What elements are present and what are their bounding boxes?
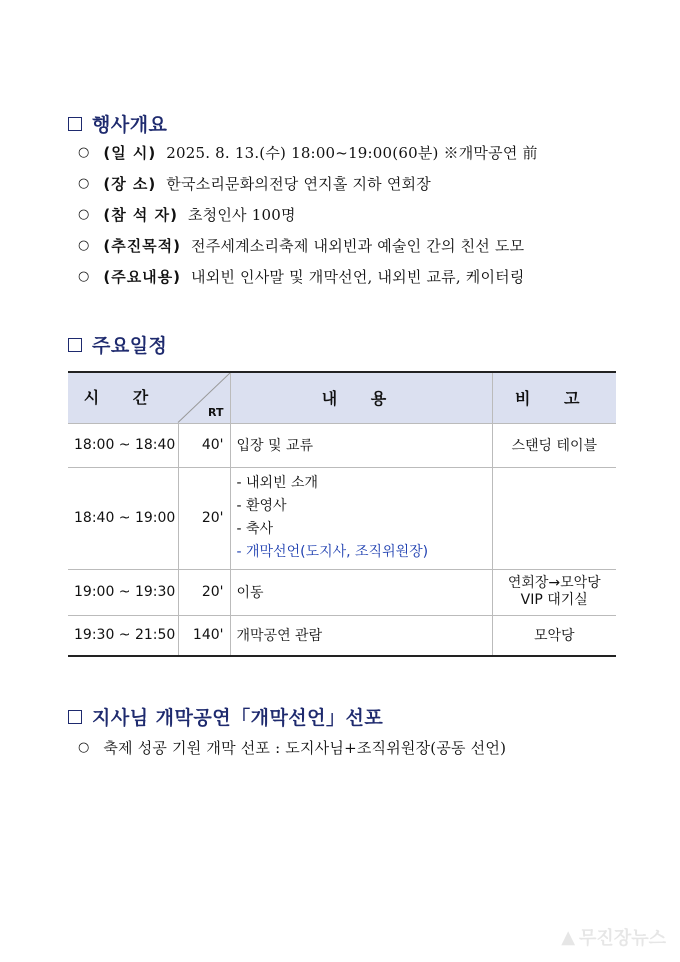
overview-title: 행사개요	[92, 114, 168, 136]
table-row	[68, 615, 616, 656]
overview-item-purpose	[78, 235, 524, 256]
watermark-logo	[561, 924, 666, 950]
row-time: 18:00 ~ 18:40	[68, 423, 178, 467]
row-note: 스탠딩 테이블	[492, 423, 616, 467]
item-label: (일 시)	[103, 144, 157, 162]
checkbox-square-icon	[68, 710, 82, 724]
overview-item-content	[78, 266, 525, 287]
watermark-text: 무진장뉴스	[579, 928, 666, 949]
row-time: 18:40 ~ 19:00	[68, 467, 178, 569]
circle-bullet-icon: ○	[78, 740, 90, 755]
row-rt: 20'	[178, 467, 230, 569]
content-line-highlight: - 개막선언(도지사, 조직위원장)	[236, 544, 429, 560]
row-time: 19:30 ~ 21:50	[68, 615, 178, 656]
table-row	[68, 467, 616, 569]
checkbox-square-icon	[68, 117, 82, 131]
row-time: 19:00 ~ 19:30	[68, 569, 178, 615]
overview-item-place	[78, 173, 431, 194]
section-title-proclamation	[68, 703, 383, 730]
circle-bullet-icon: ○	[78, 238, 90, 253]
proclamation-text: 축제 성공 기원 개막 선포 : 도지사님+조직위원장(공동 선언)	[103, 739, 507, 757]
row-rt: 20'	[178, 569, 230, 615]
row-rt: 140'	[178, 615, 230, 656]
item-value: 내외빈 인사말 및 개막선언, 내외빈 교류, 케이터링	[191, 268, 525, 286]
section-title-schedule	[68, 331, 167, 358]
overview-item-date	[78, 142, 538, 163]
row-content: 개막공연 관람	[230, 615, 492, 656]
item-value: 한국소리문화의전당 연지홀 지하 연회장	[166, 175, 431, 193]
schedule-table	[68, 371, 616, 657]
item-label: (장 소)	[103, 175, 157, 193]
schedule-title: 주요일정	[92, 335, 168, 357]
row-content: 이동	[230, 569, 492, 615]
row-content	[230, 467, 492, 569]
mountain-icon: ▲	[561, 926, 576, 948]
circle-bullet-icon: ○	[78, 145, 90, 160]
header-time	[68, 372, 230, 423]
section-title-overview	[68, 110, 167, 137]
table-row	[68, 423, 616, 467]
table-header-row	[68, 372, 616, 423]
content-line: - 축사	[236, 521, 274, 537]
header-note: 비 고	[492, 372, 616, 423]
proclamation-item	[78, 737, 506, 758]
header-rt-label: RT	[208, 405, 224, 419]
checkbox-square-icon	[68, 338, 82, 352]
circle-bullet-icon: ○	[78, 207, 90, 222]
header-content: 내 용	[230, 372, 492, 423]
header-time-label: 시 간	[83, 388, 163, 407]
table-row	[68, 569, 616, 615]
overview-item-attendees	[78, 204, 296, 225]
item-label: (참 석 자)	[103, 206, 178, 224]
row-note: 연회장→모악당 VIP 대기실	[492, 569, 616, 615]
row-note	[492, 467, 616, 569]
row-rt: 40'	[178, 423, 230, 467]
row-note: 모악당	[492, 615, 616, 656]
item-value: 초청인사 100명	[187, 206, 296, 224]
item-label: (추진목적)	[103, 237, 182, 255]
proclamation-title: 지사님 개막공연「개막선언」선포	[92, 707, 384, 729]
row-content: 입장 및 교류	[230, 423, 492, 467]
circle-bullet-icon: ○	[78, 269, 90, 284]
circle-bullet-icon: ○	[78, 176, 90, 191]
content-line: - 환영사	[236, 498, 287, 514]
item-label: (주요내용)	[103, 268, 182, 286]
content-line: - 내외빈 소개	[236, 475, 319, 491]
item-value: 전주세계소리축제 내외빈과 예술인 간의 친선 도모	[191, 237, 525, 255]
item-value: 2025. 8. 13.(수) 18:00~19:00(60분) ※개막공연 前	[166, 144, 538, 162]
